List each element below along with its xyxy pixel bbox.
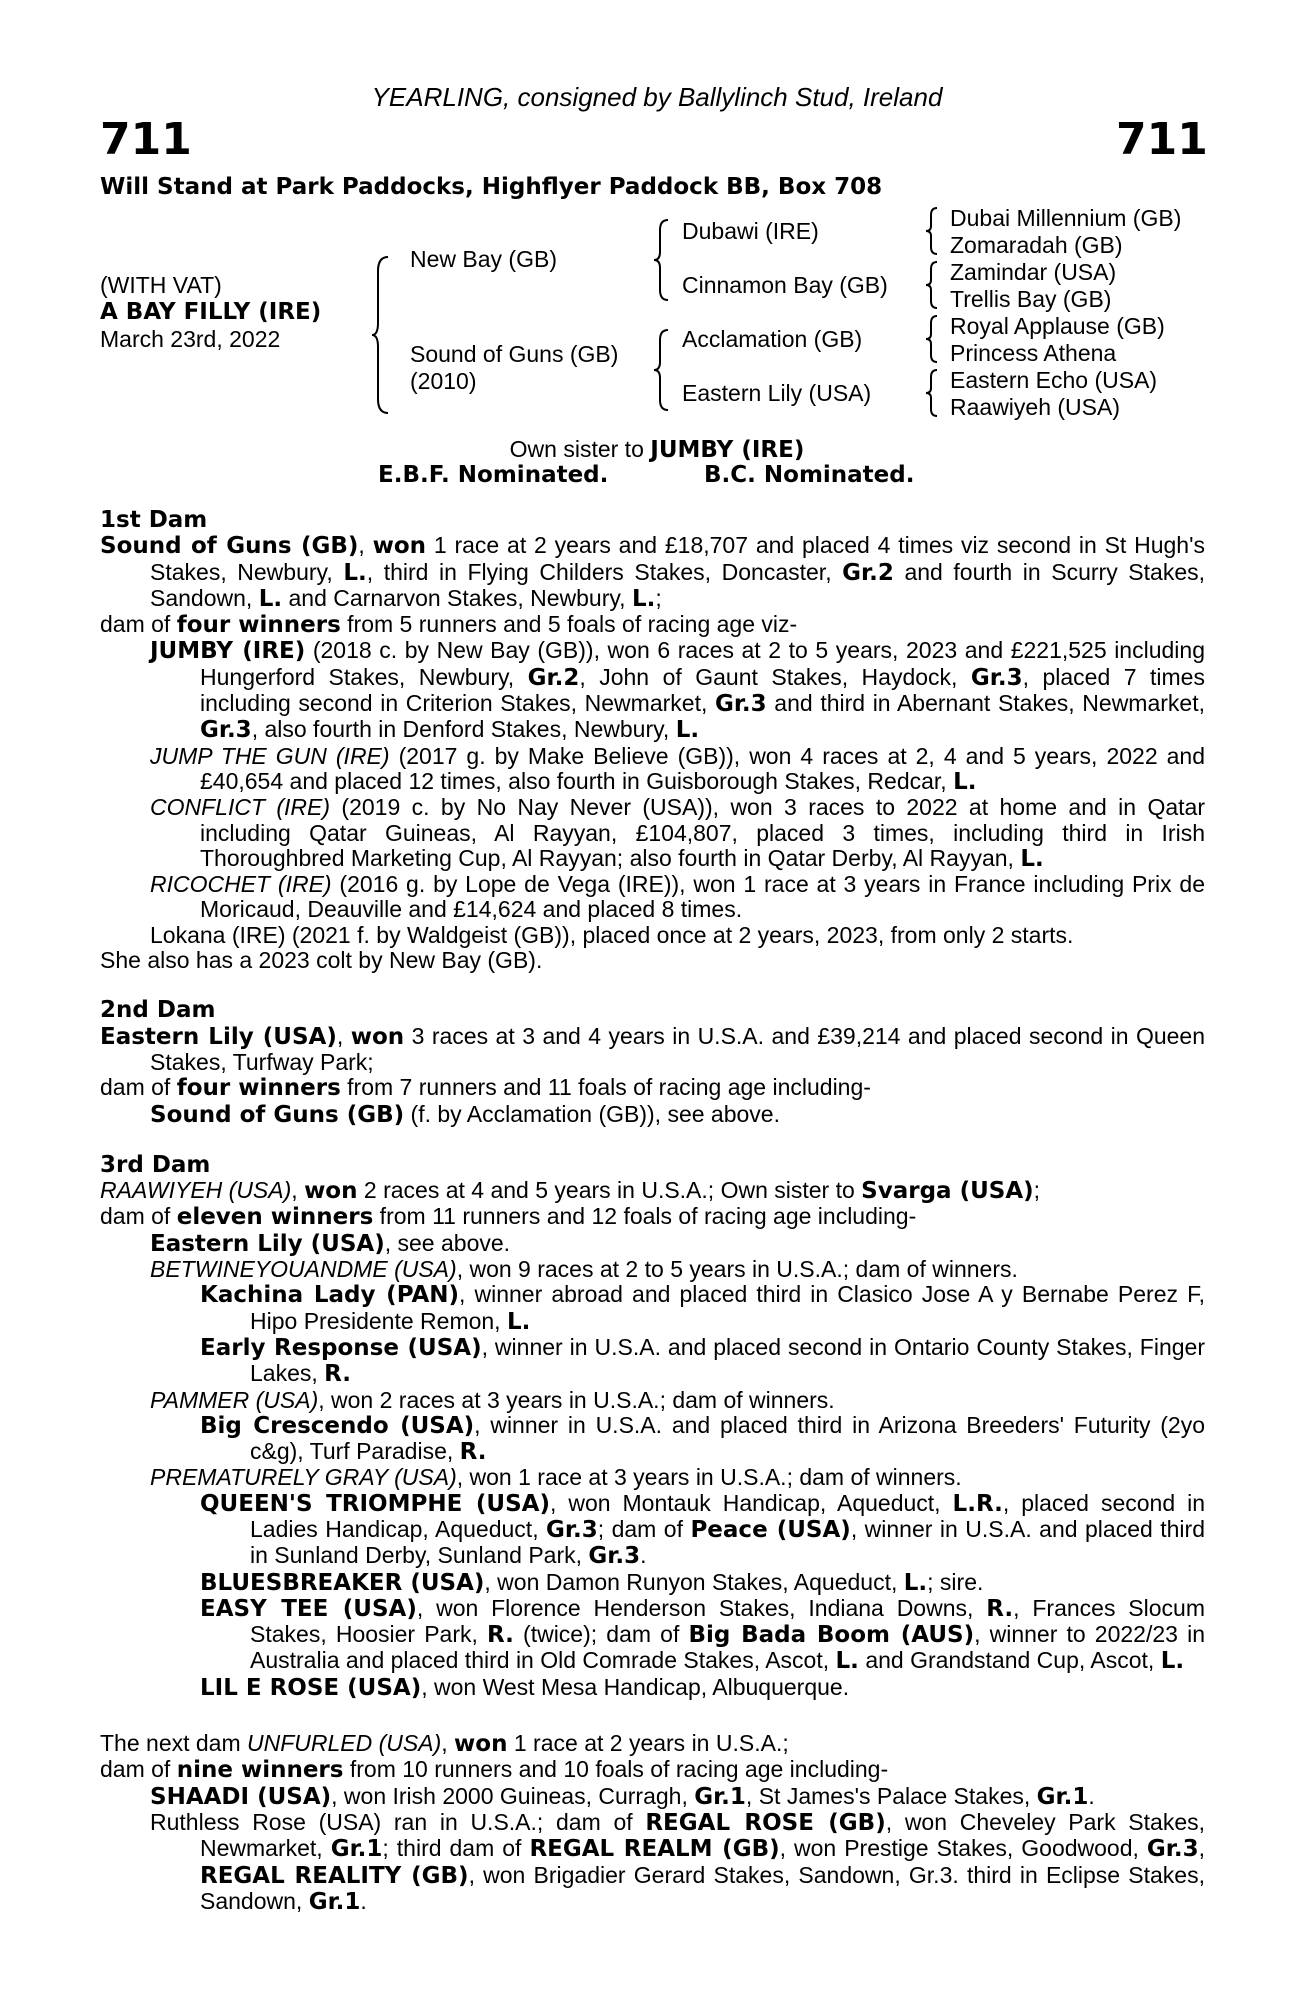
text-run: dam of bbox=[100, 1203, 177, 1230]
text-run: from 11 runners and 12 foals of racing age including- bbox=[373, 1203, 917, 1230]
pedigree-paragraph bbox=[100, 1231, 1205, 1257]
bold-run: REGAL REALM (GB) bbox=[529, 1836, 780, 1863]
pedigree-brace bbox=[924, 206, 940, 256]
bold-run: JUMBY (IRE) bbox=[150, 638, 306, 665]
section-gap bbox=[100, 1128, 1205, 1153]
text-run: The next dam bbox=[100, 1730, 248, 1757]
text-run: dam of bbox=[100, 1756, 177, 1783]
gen3-2: Zomaradah (GB) bbox=[950, 232, 1123, 258]
bold-run: Svarga (USA) bbox=[861, 1178, 1034, 1205]
pedigree-paragraph bbox=[100, 1257, 1205, 1282]
bold-run: Gr.3 bbox=[714, 691, 767, 718]
text-run: . bbox=[1088, 1782, 1095, 1809]
bold-run: L. bbox=[1020, 845, 1044, 872]
bold-run: won bbox=[304, 1178, 358, 1205]
gen3-6: Princess Athena bbox=[950, 340, 1117, 366]
text-run: , winner in U.S.A. and placed third in Sunland Derby, Sunland Park, bbox=[250, 1515, 1205, 1569]
text-run: and Grandstand Cup, Ascot, bbox=[858, 1647, 1161, 1674]
text-run: She also has a 2023 colt by New Bay (GB). bbox=[100, 947, 543, 974]
text-run: , placed second in Ladies Handicap, Aqueduct, bbox=[250, 1489, 1205, 1542]
pedigree-brace bbox=[924, 314, 940, 364]
text-run: , won Cheveley Park Stakes, Newmarket, bbox=[200, 1808, 1205, 1862]
pedigree-paragraph bbox=[100, 872, 1205, 923]
pedigree-paragraph bbox=[100, 1491, 1205, 1570]
pedigree-paragraph bbox=[100, 1282, 1205, 1335]
section-gap bbox=[100, 1701, 1205, 1731]
bold-run: L. bbox=[1160, 1648, 1185, 1675]
dam: Sound of Guns (GB) bbox=[410, 341, 619, 367]
gen3-1: Dubai Millennium (GB) bbox=[950, 205, 1182, 231]
bold-run: R. bbox=[459, 1439, 487, 1466]
pedigree-brace bbox=[924, 368, 940, 418]
text-run: , won Prestige Stakes, Goodwood, bbox=[779, 1835, 1147, 1862]
bold-run: L. bbox=[953, 768, 977, 795]
text-run: ; sire. bbox=[927, 1568, 984, 1595]
text-run: (2016 g. by Lope de Vega (IRE)), won 1 race at 3 years in France including Prix de Moricaud, Deauville and £14,624 and placed 8 times. bbox=[200, 871, 1205, 923]
text-run: , won 1 race at 3 years in U.S.A.; dam of winners. bbox=[456, 1464, 962, 1491]
text-run: , placed 7 times including second in Criterion Stakes, Newmarket, bbox=[200, 663, 1205, 717]
section-heading: 1st Dam bbox=[100, 507, 208, 533]
bold-run: Sound of Guns (GB) bbox=[150, 1101, 405, 1128]
bold-run: Big Crescendo (USA) bbox=[200, 1412, 475, 1439]
bold-run: SHAADI (USA) bbox=[150, 1783, 332, 1810]
pedigree-paragraph bbox=[100, 1675, 1205, 1701]
text-run: , also fourth in Denford Stakes, Newbury, bbox=[251, 716, 676, 743]
bold-run: Eastern Lily (USA) bbox=[150, 1230, 385, 1257]
italic-run: RICOCHET (IRE) bbox=[150, 871, 332, 898]
italic-run: PAMMER (USA) bbox=[150, 1386, 319, 1413]
pedigree-paragraph bbox=[100, 533, 1205, 612]
pedigree-paragraph bbox=[100, 1465, 1205, 1490]
bold-run: Sound of Guns (GB) bbox=[100, 533, 359, 560]
pedigree-brace bbox=[370, 255, 392, 415]
bold-run: won bbox=[372, 533, 427, 560]
text-run: ; bbox=[1033, 1177, 1041, 1204]
pedigree-paragraph bbox=[100, 1810, 1205, 1915]
text-run: ; third dam of bbox=[382, 1835, 530, 1862]
bold-run: QUEEN'S TRIOMPHE (USA) bbox=[200, 1490, 550, 1517]
bold-run: Gr.3 bbox=[970, 664, 1023, 691]
pedigree-paragraph bbox=[100, 612, 1205, 638]
text-run: (twice); dam of bbox=[513, 1621, 689, 1648]
bold-run: Gr.3 bbox=[588, 1543, 641, 1570]
text-run: , winner abroad and placed third in Clasico Jose A y Bernabe Perez F, Hipo Presidente Remon, bbox=[250, 1281, 1205, 1334]
bold-run: Peace (USA) bbox=[690, 1516, 851, 1543]
section-heading: 2nd Dam bbox=[100, 997, 216, 1024]
pedigree-paragraph bbox=[100, 1731, 1205, 1757]
horse-name: A BAY FILLY (IRE) bbox=[100, 299, 322, 325]
text-run: , bbox=[358, 532, 373, 559]
text-run: (f. by Acclamation (GB)), see above. bbox=[404, 1100, 780, 1127]
text-run: from 7 runners and 11 foals of racing age including- bbox=[340, 1074, 871, 1101]
text-run: , Frances Slocum Stakes, Hoosier Park, bbox=[250, 1594, 1205, 1648]
pedigree-paragraph bbox=[100, 948, 1205, 973]
bold-run: R. bbox=[986, 1595, 1014, 1622]
italic-run: CONFLICT (IRE) bbox=[150, 794, 331, 821]
vat-label: (WITH VAT) bbox=[100, 272, 222, 298]
text-run: Ruthless Rose (USA) ran in U.S.A.; dam of bbox=[150, 1808, 646, 1835]
bold-run: eleven winners bbox=[176, 1204, 374, 1231]
section-gap bbox=[100, 973, 1205, 998]
text-run: dam of bbox=[100, 611, 177, 638]
pedigree-paragraph bbox=[100, 1784, 1205, 1810]
pedigree-paragraph bbox=[100, 795, 1205, 872]
bold-run: Gr.1 bbox=[308, 1888, 361, 1915]
text-run: , bbox=[291, 1177, 305, 1204]
pedigree-paragraph bbox=[100, 1335, 1205, 1388]
pedigree-paragraph bbox=[100, 1024, 1205, 1076]
gen3-4: Trellis Bay (GB) bbox=[950, 286, 1112, 312]
pedigree-paragraph bbox=[100, 638, 1205, 743]
italic-run: UNFURLED (USA) bbox=[247, 1730, 442, 1757]
dam-year: (2010) bbox=[410, 368, 477, 394]
text-run: , see above. bbox=[384, 1229, 511, 1256]
text-run: , won 9 races at 2 to 5 years in U.S.A.; dam of winners. bbox=[456, 1256, 1018, 1283]
text-run: , won Irish 2000 Guineas, Curragh, bbox=[331, 1782, 695, 1809]
gen3-3: Zamindar (USA) bbox=[950, 259, 1117, 285]
gen3-7: Eastern Echo (USA) bbox=[950, 367, 1158, 393]
lot-number-left: 711 bbox=[100, 114, 192, 165]
bold-run: L. bbox=[506, 1308, 531, 1335]
bold-run: Gr.3 bbox=[546, 1516, 598, 1543]
text-run: , won West Mesa Handicap, Albuquerque. bbox=[421, 1673, 850, 1700]
pedigree-paragraph bbox=[100, 1388, 1205, 1413]
pedigree-paragraph bbox=[100, 923, 1205, 948]
pedigree-paragraph bbox=[100, 1596, 1205, 1675]
text-run: 1 race at 2 years and £18,707 and placed 4 times viz second in St Hugh's Stakes, Newbury, bbox=[150, 532, 1205, 585]
text-run: (2019 c. by No Nay Never (USA)), won 3 races to 2022 at home and in Qatar including Qatar Guineas, Al Rayyan, £104,807, placed 3 times, including third in Irish Thoroughbred Marketing Cup, Al Rayyan; also fourth in Qatar Derby, Al Rayyan, bbox=[200, 794, 1205, 871]
text-run: and Carnarvon Stakes, Newbury, bbox=[282, 584, 632, 611]
italic-run: BETWINEYOUANDME (USA) bbox=[150, 1256, 457, 1283]
text-run: , won Florence Henderson Stakes, Indiana Downs, bbox=[416, 1594, 987, 1621]
bold-run: L. bbox=[258, 585, 283, 612]
bold-run: L. bbox=[835, 1648, 859, 1675]
dam-sire: Acclamation (GB) bbox=[682, 326, 863, 352]
catalogue-body bbox=[100, 508, 1205, 1915]
pedigree-paragraph bbox=[100, 1102, 1205, 1128]
bold-run: R. bbox=[324, 1361, 352, 1388]
bold-run: EASY TEE (USA) bbox=[200, 1595, 417, 1622]
bold-run: won bbox=[454, 1731, 508, 1758]
bold-run: nine winners bbox=[176, 1757, 344, 1784]
italic-run: PREMATURELY GRAY (USA) bbox=[150, 1464, 457, 1491]
bc-nominated: B.C. Nominated. bbox=[704, 462, 915, 488]
bold-run: L. bbox=[903, 1569, 928, 1596]
bold-run: Gr.1 bbox=[694, 1783, 746, 1810]
bold-run: Big Bada Boom (AUS) bbox=[688, 1622, 975, 1649]
text-run: . bbox=[640, 1542, 647, 1569]
gen3-8: Raawiyeh (USA) bbox=[950, 394, 1120, 420]
bold-run: Gr.2 bbox=[527, 664, 580, 691]
gen3-5: Royal Applause (GB) bbox=[950, 313, 1165, 339]
bold-run: four winners bbox=[176, 612, 341, 639]
text-run: ; bbox=[655, 584, 662, 611]
text-run: , won Montauk Handicap, Aqueduct, bbox=[549, 1489, 953, 1516]
pedigree-brace bbox=[652, 328, 672, 412]
pedigree-paragraph bbox=[100, 1204, 1205, 1230]
bold-run: Early Response (USA) bbox=[200, 1334, 482, 1361]
text-run: , bbox=[441, 1730, 455, 1757]
pedigree-brace bbox=[924, 260, 940, 310]
lot-number-right: 711 bbox=[1116, 114, 1208, 165]
bold-run: won bbox=[350, 1023, 405, 1050]
bold-run: REGAL ROSE (GB) bbox=[645, 1809, 886, 1836]
bold-run: LIL E ROSE (USA) bbox=[200, 1674, 422, 1701]
dam-dam: Eastern Lily (USA) bbox=[682, 380, 872, 406]
bold-run: Kachina Lady (PAN) bbox=[200, 1282, 459, 1309]
text-run: , won 2 races at 3 years in U.S.A.; dam of winners. bbox=[318, 1386, 835, 1413]
text-run: , winner in U.S.A. and placed second in Ontario County Stakes, Finger Lakes, bbox=[250, 1333, 1205, 1387]
stand-location: Will Stand at Park Paddocks, Highflyer Paddock BB, Box 708 bbox=[100, 174, 883, 200]
sire-sire: Dubawi (IRE) bbox=[682, 218, 819, 244]
bold-run: Gr.1 bbox=[1036, 1783, 1089, 1810]
text-run: from 5 runners and 5 foals of racing age viz- bbox=[340, 611, 798, 638]
text-run: dam of bbox=[100, 1074, 177, 1101]
bold-run: L. bbox=[675, 717, 700, 744]
text-run: (2018 c. by New Bay (GB)), won 6 races at 2 to 5 years, 2023 and £221,525 including Hungerford Stakes, Newbury, bbox=[200, 637, 1205, 690]
bold-run: Gr.2 bbox=[842, 559, 894, 586]
ebf-nominated: E.B.F. Nominated. bbox=[378, 462, 609, 488]
bold-run: Gr.3 bbox=[200, 717, 252, 744]
text-run: , third in Flying Childers Stakes, Doncaster, bbox=[366, 558, 843, 585]
text-run: , won Damon Runyon Stakes, Aqueduct, bbox=[484, 1568, 904, 1595]
italic-run: RAAWIYEH (USA) bbox=[100, 1177, 292, 1204]
text-run: , St James's Palace Stakes, bbox=[745, 1782, 1037, 1809]
text-run: , winner in U.S.A. and placed third in Arizona Breeders' Futurity (2yo c&g), Turf Paradise, bbox=[250, 1411, 1206, 1465]
section-heading: 3rd Dam bbox=[100, 1151, 211, 1178]
bold-run: four winners bbox=[176, 1075, 341, 1102]
text-run: ; dam of bbox=[597, 1515, 691, 1542]
text-run: , John of Gaunt Stakes, Haydock, bbox=[579, 663, 971, 690]
text-run: , won Brigadier Gerard Stakes, Sandown, Gr.3. third in Eclipse Stakes, Sandown, bbox=[200, 1861, 1205, 1914]
pedigree-brace bbox=[652, 218, 672, 302]
pedigree-paragraph bbox=[100, 1413, 1205, 1466]
text-run: . bbox=[360, 1887, 367, 1914]
pedigree-paragraph bbox=[100, 1178, 1205, 1204]
text-run: , bbox=[1198, 1835, 1205, 1862]
text-run: , winner to 2022/23 in Australia and placed third in Old Comrade Stakes, Ascot, bbox=[250, 1621, 1205, 1674]
text-run: , bbox=[336, 1022, 351, 1049]
pedigree-paragraph bbox=[100, 1570, 1205, 1596]
bold-run: R. bbox=[487, 1622, 514, 1649]
text-run: (2017 g. by Make Believe (GB)), won 4 races at 2, 4 and 5 years, 2022 and £40,654 and placed 12 times, also fourth in Guisborough Stakes, Redcar, bbox=[200, 742, 1205, 794]
bold-run: BLUESBREAKER (USA) bbox=[200, 1569, 485, 1596]
text-run: Lokana (IRE) (2021 f. by Waldgeist (GB)), placed once at 2 years, 2023, from only 2 starts. bbox=[150, 921, 1074, 948]
horse-dob: March 23rd, 2022 bbox=[100, 326, 281, 352]
sister-note: Own sister to JUMBY (IRE) bbox=[509, 436, 805, 463]
pedigree-paragraph bbox=[100, 744, 1205, 796]
pedigree-paragraph bbox=[100, 1075, 1205, 1101]
bold-run: REGAL REALITY (GB) bbox=[200, 1862, 469, 1889]
pedigree-paragraph bbox=[100, 1757, 1205, 1783]
bold-run: L. bbox=[343, 559, 367, 586]
bold-run: Eastern Lily (USA) bbox=[100, 1023, 337, 1050]
sire-dam: Cinnamon Bay (GB) bbox=[682, 272, 888, 298]
bold-run: Gr.1 bbox=[330, 1836, 383, 1863]
bold-run: L.R. bbox=[952, 1490, 1003, 1517]
text-run: 3 races at 3 and 4 years in U.S.A. and £39,214 and placed second in Queen Stakes, Turfway Park; bbox=[150, 1022, 1206, 1075]
sire: New Bay (GB) bbox=[410, 246, 557, 272]
text-run: 2 races at 4 and 5 years in U.S.A.; Own sister to bbox=[357, 1177, 862, 1204]
text-run: 1 race at 2 years in U.S.A.; bbox=[507, 1730, 789, 1757]
text-run: from 10 runners and 10 foals of racing age including- bbox=[343, 1756, 889, 1783]
text-run: and third in Abernant Stakes, Newmarket, bbox=[766, 690, 1205, 717]
italic-run: JUMP THE GUN (IRE) bbox=[150, 742, 390, 769]
bold-run: Gr.3 bbox=[1146, 1836, 1199, 1863]
consignment-line: YEARLING, consigned by Ballylinch Stud, Ireland bbox=[371, 82, 943, 112]
bold-run: L. bbox=[631, 585, 656, 612]
text-run: and fourth in Scurry Stakes, Sandown, bbox=[150, 558, 1205, 611]
